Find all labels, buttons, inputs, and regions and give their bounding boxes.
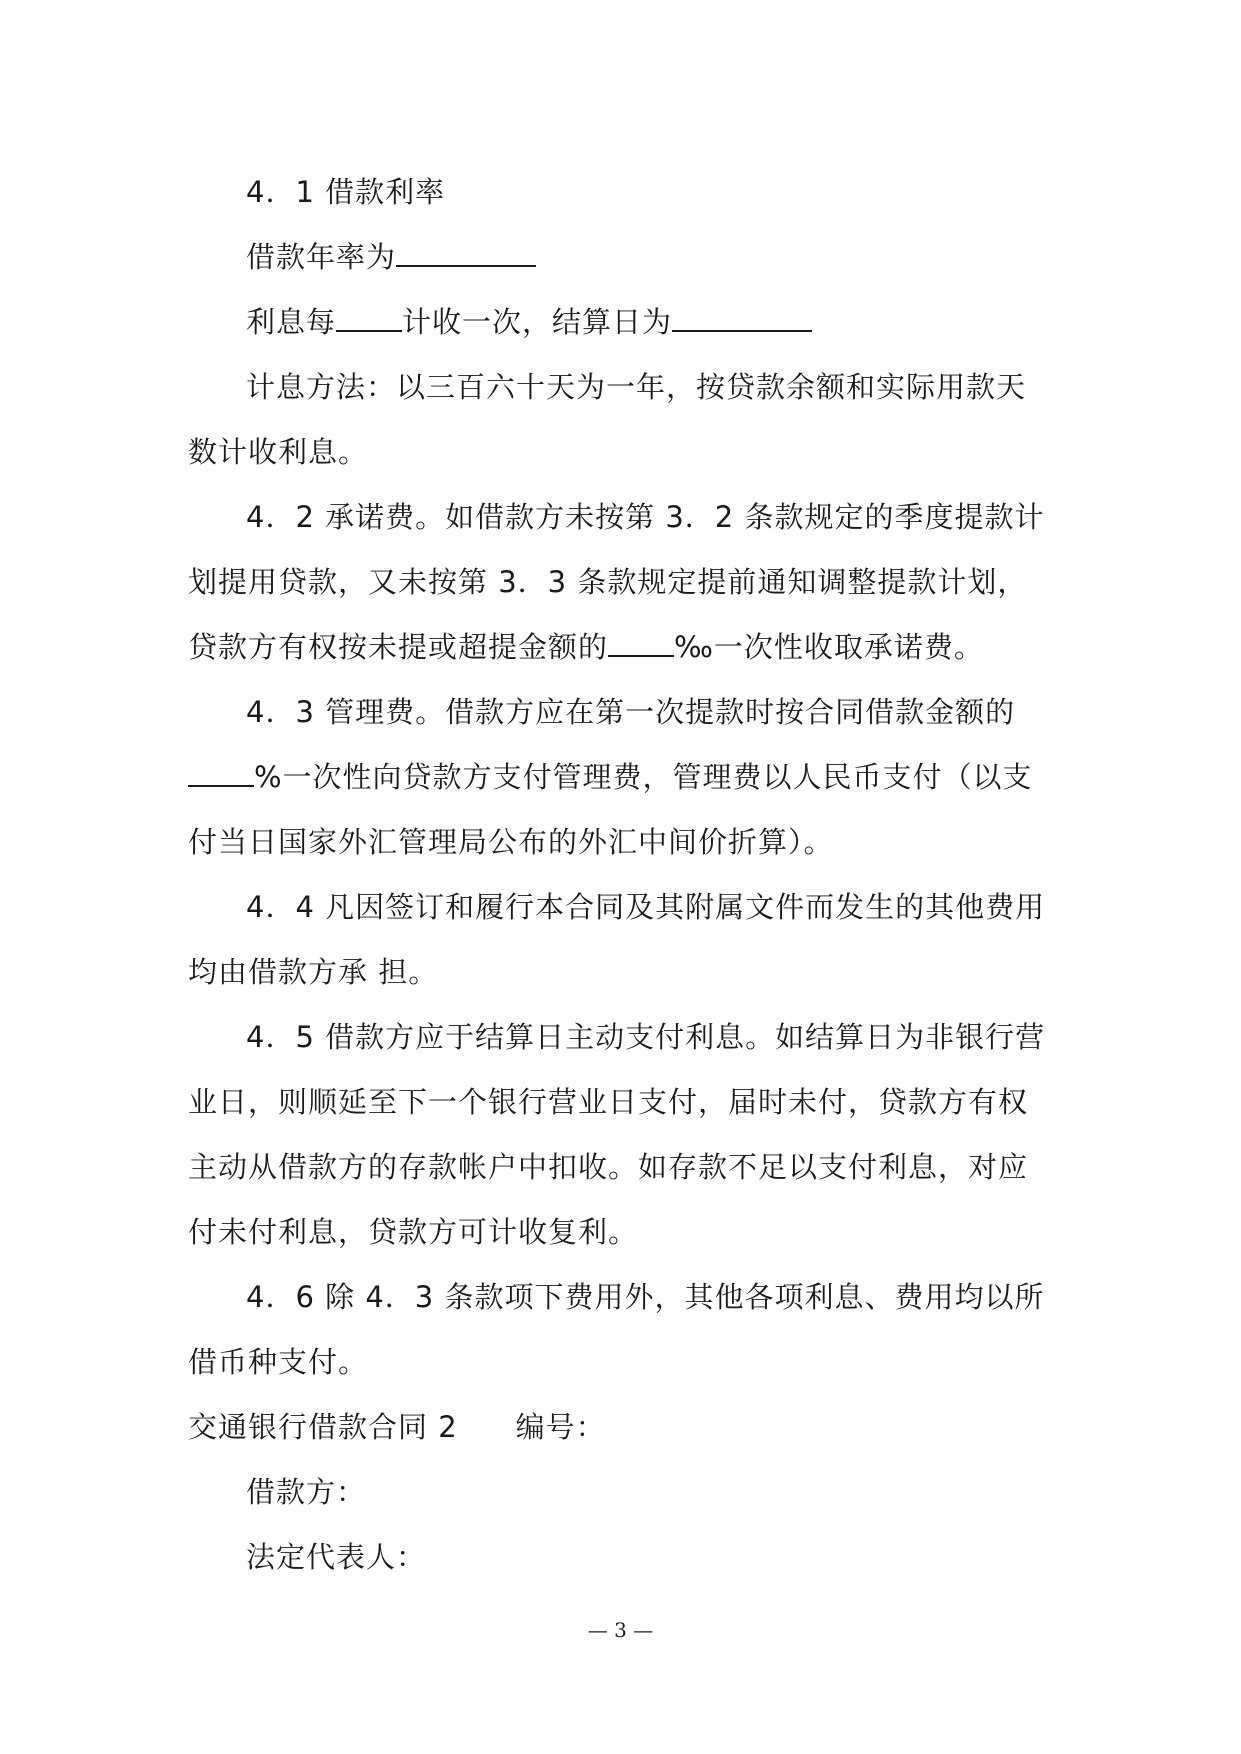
section-4-4-paragraph xyxy=(188,875,1054,1005)
borrower-label: 借款方： xyxy=(246,1475,367,1509)
interest-method-text: 计息方法：以三百六十天为一年，按贷款余额和实际用款天数计收利息。 xyxy=(188,370,1027,469)
annual-rate-label: 借款年率为 xyxy=(246,240,397,274)
management-fee-text-end: %一次性向贷款方支付管理费，管理费以人民币支付（以支付当日国家外汇管理局公布的外汇中间价折算）。 xyxy=(188,760,1033,859)
other-fees-text: 4．4 凡因签订和履行本合同及其附属文件而发生的其他费用均由借款方承 担。 xyxy=(188,890,1046,989)
settlement-date-blank xyxy=(672,304,812,332)
borrower-line xyxy=(188,1460,1054,1525)
management-fee-blank xyxy=(188,759,254,787)
contract-number-label: 编号： xyxy=(515,1410,606,1444)
settlement-date-label: 计收一次，结算日为 xyxy=(402,305,673,339)
document-body xyxy=(188,160,1054,1590)
section-4-5-paragraph xyxy=(188,1005,1054,1265)
section-4-6-paragraph xyxy=(188,1265,1054,1395)
contract-title-line xyxy=(188,1395,1054,1460)
section-4-1-title: 4．1 借款利率 xyxy=(246,175,446,209)
contract-title: 交通银行借款合同 2 xyxy=(188,1410,458,1444)
interest-payment-text: 4．5 借款方应于结算日主动支付利息。如结算日为非银行营业日，则顺延至下一个银行营业日支付，届时未付，贷款方有权主动从借款方的存款帐户中扣收。如存款不足以支付利息，对应付未付利息，贷款方可计收复利。 xyxy=(188,1020,1046,1249)
annual-rate-blank xyxy=(396,239,536,267)
interest-period-label: 利息每 xyxy=(246,305,337,339)
section-4-1-heading xyxy=(188,160,1054,225)
management-fee-text: 4．3 管理费。借款方应在第一次提款时按合同借款金额的 xyxy=(246,695,1016,729)
commitment-fee-text: 4．2 承诺费。如借款方未按第 3．2 条款规定的季度提款计划提用贷款，又未按第 3．3 条款规定提前通知调整提款计划，贷款方有权按未提或超提金额的 xyxy=(188,500,1045,664)
interest-method-paragraph xyxy=(188,355,1054,485)
page-number: — 3 — xyxy=(587,1618,654,1642)
annual-rate-line xyxy=(188,225,1054,290)
section-4-3-paragraph xyxy=(188,680,1054,875)
interest-period-blank xyxy=(336,304,402,332)
commitment-fee-blank xyxy=(608,629,674,657)
section-4-2-paragraph xyxy=(188,485,1054,680)
legal-representative-line xyxy=(188,1525,1054,1590)
currency-payment-text: 4．6 除 4．3 条款项下费用外，其他各项利息、费用均以所借币种支付。 xyxy=(188,1280,1045,1379)
interest-period-line xyxy=(188,290,1054,355)
legal-representative-label: 法定代表人： xyxy=(246,1540,427,1574)
commitment-fee-text-end: ‰一次性收取承诺费。 xyxy=(674,630,984,664)
